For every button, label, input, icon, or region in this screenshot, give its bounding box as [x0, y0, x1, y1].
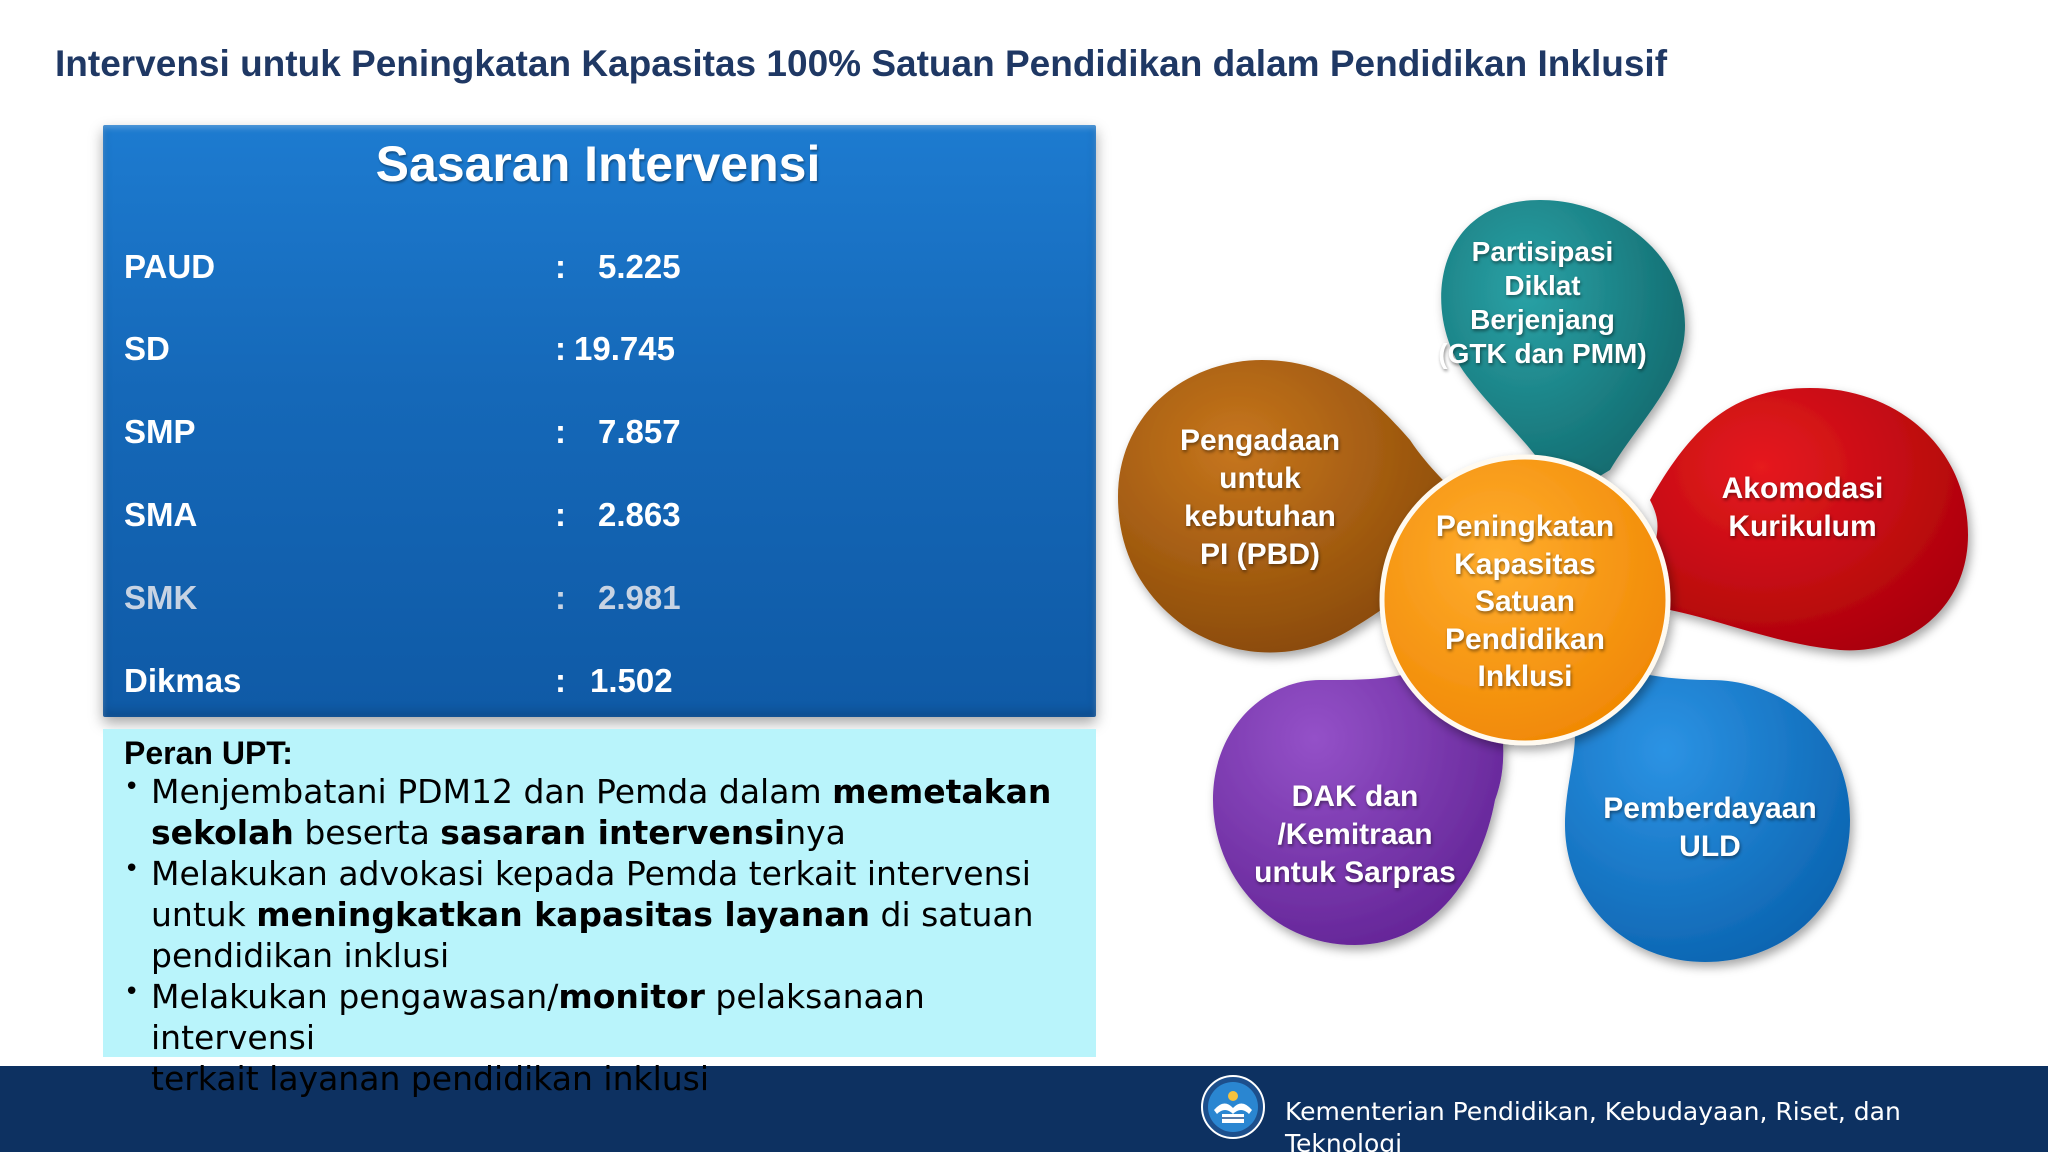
petal-line: Pengadaan: [1179, 424, 1341, 457]
target-row-sd: [124, 324, 1074, 374]
petal-line: untuk: [1219, 462, 1301, 495]
petal-line: DAK dan: [1291, 780, 1419, 813]
target-label: SMA: [124, 496, 198, 533]
target-label: SMK: [124, 579, 198, 616]
petal-line: PI (PBD): [1200, 538, 1320, 571]
target-panel: [103, 125, 1096, 717]
target-row-dikmas: [124, 656, 1074, 706]
item-bold: sasaran intervensi: [440, 813, 786, 852]
petal-line: kebutuhan: [1184, 500, 1336, 533]
item-text: di satuan pendidikan inklusi: [151, 895, 1034, 975]
upt-panel: [103, 729, 1096, 1057]
page-title: Intervensi untuk Peningkatan Kapasitas 100% Satuan Pendidikan dalam Pendidikan Inklusif: [55, 43, 1668, 84]
item-text: Melakukan advokasi kepada Pemda terkait intervensi untuk: [151, 854, 1031, 934]
target-colon: :: [555, 662, 566, 699]
petal-line: Kurikulum: [1728, 510, 1877, 543]
target-label: PAUD: [124, 248, 216, 285]
petal-left-text: [1145, 422, 1375, 574]
target-label: SD: [124, 330, 170, 367]
footer-org: Kementerian Pendidikan, Kebudayaan, Riset, dan Teknologi: [1285, 1097, 1901, 1158]
upt-list: [124, 771, 1091, 1058]
petal-line: Akomodasi: [1721, 472, 1884, 505]
target-row-smk: [124, 573, 1074, 623]
target-row-sma: [124, 490, 1074, 540]
tut-wuri-handayani-logo-icon: [1200, 1074, 1266, 1140]
petal-line: /Kemitraan: [1277, 818, 1433, 851]
target-value: 2.981: [598, 579, 681, 616]
target-row-paud: [124, 242, 1074, 292]
petal-top-text: [1420, 235, 1665, 371]
petal-line: (GTK dan PMM): [1438, 338, 1647, 369]
center-text: [1405, 508, 1645, 696]
upt-title: Peran UPT:: [124, 735, 293, 771]
target-colon: :: [555, 496, 566, 533]
target-colon: :: [555, 248, 566, 285]
petal-line: Partisipasi: [1471, 236, 1614, 267]
target-value: 5.225: [598, 248, 681, 285]
item-text: nya: [785, 813, 846, 852]
item-bold: monitor: [558, 977, 705, 1016]
petal-line: ULD: [1679, 830, 1741, 863]
target-value: 7.857: [598, 413, 681, 450]
item-text: Melakukan pengawasan/: [151, 977, 559, 1016]
center-line: Peningkatan: [1435, 510, 1615, 543]
center-line: Pendidikan: [1444, 622, 1606, 656]
petal-line: Pemberdayaan: [1603, 792, 1817, 825]
list-item: [124, 853, 1091, 976]
upt-overflow-text: terkait layanan pendidikan inklusi: [151, 1059, 710, 1098]
bullet-icon: •: [124, 854, 140, 884]
target-value: 19.745: [574, 330, 675, 367]
bullet-icon: •: [124, 772, 140, 802]
list-item: [124, 771, 1091, 853]
target-colon: :: [555, 330, 566, 367]
bullet-icon: •: [124, 977, 140, 1007]
center-line: Satuan: [1474, 585, 1576, 618]
item-text: Menjembatani PDM12 dan Pemda dalam: [151, 772, 833, 811]
petal-bottom-left-text: [1230, 778, 1480, 892]
center-line: Inklusi: [1477, 660, 1573, 693]
petal-line: Diklat: [1504, 270, 1581, 301]
target-heading: Sasaran Intervensi: [375, 136, 821, 192]
target-label: Dikmas: [124, 662, 242, 699]
target-colon: :: [555, 413, 566, 450]
petal-right-text: [1690, 470, 1915, 546]
target-value: 2.863: [598, 496, 681, 533]
petal-line: untuk Sarpras: [1254, 856, 1456, 889]
item-bold: memetakan sekolah: [151, 772, 1052, 852]
petal-bottom-right-text: [1585, 790, 1835, 866]
item-bold: meningkatkan kapasitas layanan: [256, 895, 871, 934]
target-colon: :: [555, 579, 566, 616]
target-label: SMP: [124, 413, 196, 450]
center-line: Kapasitas: [1454, 547, 1596, 581]
item-text: beserta: [293, 813, 441, 852]
list-item: [124, 976, 1091, 1058]
target-row-smp: [124, 407, 1074, 457]
target-value: 1.502: [590, 662, 673, 699]
item-text: pelaksanaan intervensi: [151, 977, 925, 1057]
petal-line: Berjenjang: [1470, 304, 1615, 335]
